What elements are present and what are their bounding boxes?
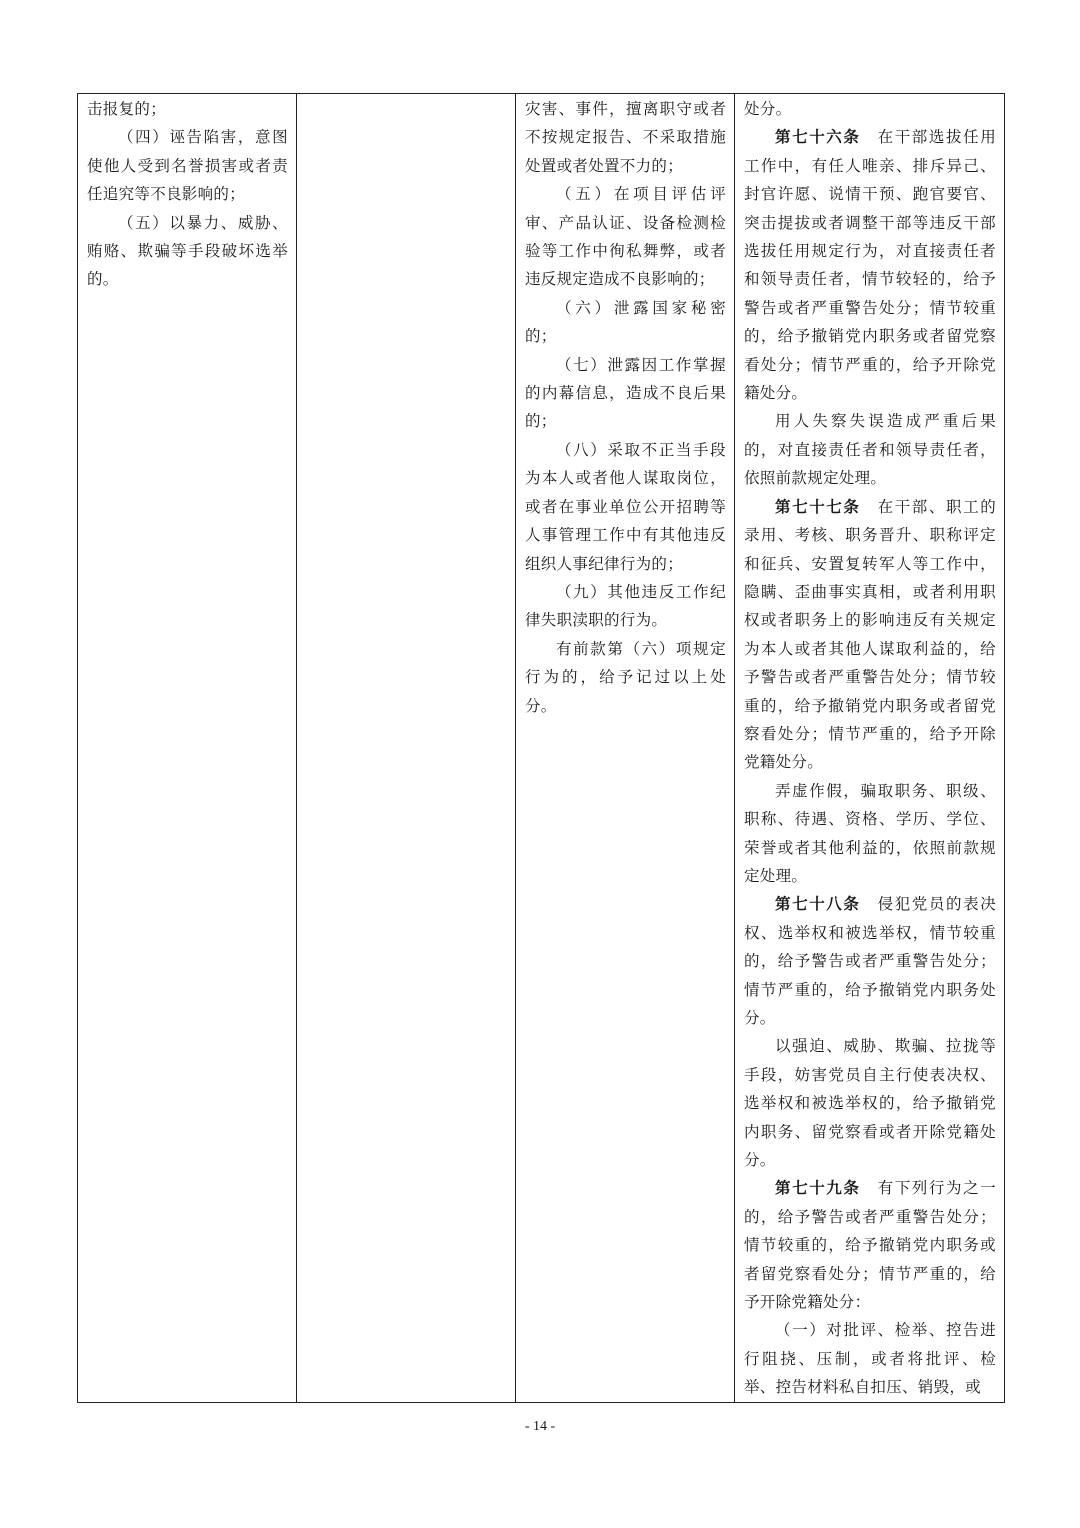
paragraph-text: （五）以暴力、威胁、贿赂、欺骗等手段破坏选举的。 xyxy=(87,213,288,289)
paragraph-text: 在干部选拔任用工作中，有任人唯亲、排斥异己、封官许愿、说情干预、跑官要官、突击提拔或者调整干部等违反干部选拔任用规定行为，对直接责任者和领导责任者，情节较轻的，给予警告或者严重警告处分；情节较重的，给予撤销党内职务或者留党察看处分；情节严重的，给予开除党籍处分。 xyxy=(744,128,996,403)
paragraph xyxy=(87,209,288,294)
paragraph xyxy=(744,493,996,777)
paragraph xyxy=(525,635,726,720)
paragraph-text: 处分。 xyxy=(744,100,792,118)
article-number: 第七十九条 xyxy=(775,1178,861,1198)
table-row xyxy=(78,94,1005,1403)
paragraph xyxy=(87,95,288,123)
paragraph-text: （一）对批评、检举、控告进行阻挠、压制，或者将批评、检举、控告材料私自扣压、销毁，或 xyxy=(744,1321,996,1397)
paragraph-text: 灾害、事件，擅离职守或者不按规定报告、不采取措施处置或者处置不力的； xyxy=(525,100,726,175)
paragraph xyxy=(744,407,996,492)
paragraph xyxy=(744,95,996,123)
paragraph-text: （八）采取不正当手段为本人或者他人谋取岗位，或者在事业单位公开招聘等人事管理工作中有其他违反组织人事纪律行为的； xyxy=(525,440,726,573)
paragraph-text: 有下列行为之一的，给予警告或者严重警告处分；情节较重的，给予撤销党内职务或者留党察看处分；情节严重的，给予开除党籍处分： xyxy=(744,1179,996,1312)
paragraph xyxy=(87,123,288,208)
paragraph-text: （五）在项目评估评审、产品认证、设备检测检验等工作中徇私舞弊，或者违反规定造成不良影响的； xyxy=(525,185,726,289)
article-number: 第七十六条 xyxy=(775,127,861,147)
paragraph-text: 用人失察失误造成严重后果的，对直接责任者和领导责任者，依照前款规定处理。 xyxy=(744,412,996,488)
table-cell-col4 xyxy=(735,94,1005,1403)
page-number: - 14 - xyxy=(524,1419,556,1434)
paragraph-text: （七）泄露因工作掌握的内幕信息，造成不良后果的； xyxy=(525,355,726,431)
paragraph-text: （六）泄露国家秘密的； xyxy=(525,298,726,346)
paragraph xyxy=(525,180,726,294)
paragraph xyxy=(525,436,726,578)
paragraph xyxy=(744,777,996,891)
paragraph-text: 有前款第（六）项规定行为的，给予记过以上处分。 xyxy=(525,639,726,715)
paragraph xyxy=(744,1316,996,1401)
paragraph-text: 在干部、职工的录用、考核、职务晋升、职称评定和征兵、安置复转军人等工作中，隐瞒、歪曲事实真相，或者利用职权或者职务上的影响违反有关规定为本人或者其他人谋取利益的，给予警告或者严重警告处分；情节较重的，给予撤销党内职务或者留党察看处分；情节严重的，给予开除党籍处分。 xyxy=(744,497,996,772)
paragraph xyxy=(744,1174,996,1316)
paragraph xyxy=(525,578,726,635)
paragraph-text: 以强迫、威胁、欺骗、拉拢等手段，妨害党员自主行使表决权、选举权和被选举权的，给予撤销党内职务、留党察看或者开除党籍处分。 xyxy=(744,1037,996,1170)
paragraph xyxy=(525,294,726,351)
paragraph xyxy=(525,351,726,436)
table-cell-col2 xyxy=(297,94,516,1403)
paragraph xyxy=(525,95,726,180)
article-number: 第七十八条 xyxy=(775,894,861,914)
paragraph xyxy=(744,123,996,407)
regulation-comparison-table xyxy=(77,93,1005,1403)
paragraph-text: 击报复的； xyxy=(87,100,167,118)
article-number: 第七十七条 xyxy=(775,496,861,516)
paragraph-text: （四）诬告陷害，意图使他人受到名誉损害或者责任追究等不良影响的； xyxy=(87,128,288,204)
paragraph xyxy=(744,1032,996,1174)
table-cell-col3 xyxy=(516,94,735,1403)
paragraph-text: （九）其他违反工作纪律失职渎职的行为。 xyxy=(525,582,726,630)
paragraph-text: 侵犯党员的表决权、选举权和被选举权，情节较重的，给予警告或者严重警告处分；情节严重的，给予撤销党内职务处分。 xyxy=(744,895,996,1027)
table-cell-col1 xyxy=(78,94,297,1403)
paragraph-text: 弄虚作假，骗取职务、职级、职称、待遇、资格、学历、学位、荣誉或者其他利益的，依照前款规定处理。 xyxy=(744,781,996,885)
paragraph xyxy=(744,890,996,1032)
